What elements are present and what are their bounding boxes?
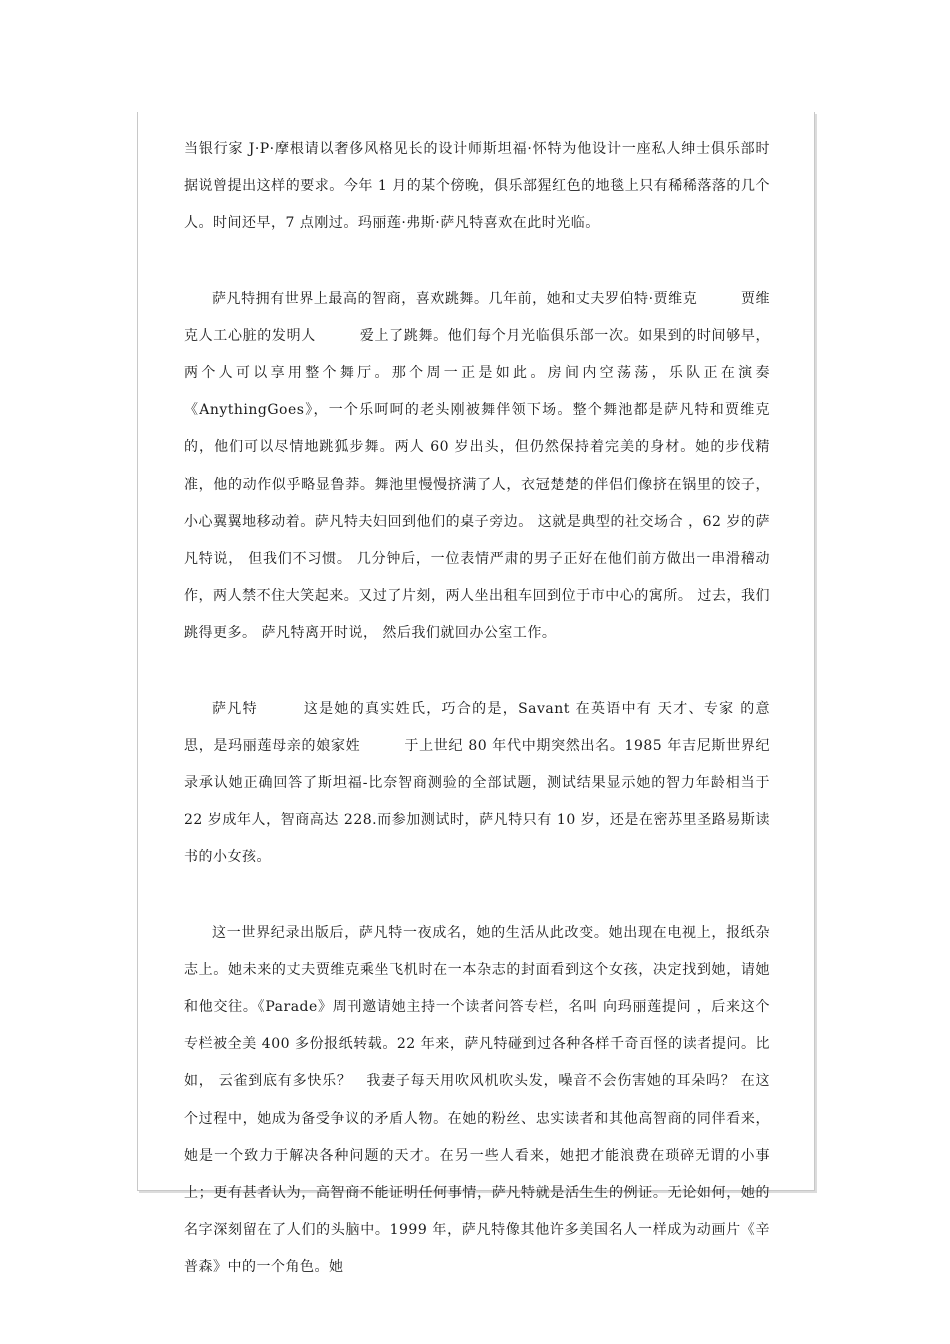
paragraph-2: 萨凡特拥有世界上最高的智商，喜欢跳舞。几年前，她和丈夫罗伯特·贾维克 贾维克人工心脏的发明人 爱上了跳舞。他们每个月光临俱乐部一次。如果到的时间够早，两个人可以享用整个舞厅。那个周一正是如此。房间内空荡荡，乐队正在演奏《AnythingGoes》，一个乐呵呵的老头刚被舞伴领下场。整个舞池都是萨凡特和贾维克的，他们可以尽情地跳狐步舞。两人 60 岁出头，但仍然保持着完美的身材。她的步伐精准，他的动作似乎略显鲁莽。舞池里慢慢挤满了人，衣冠楚楚的伴侣们像挤在锅里的饺子，小心翼翼地移动着。萨凡特夫妇回到他们的桌子旁边。 这就是典型的社交场合 ，62 岁的萨凡特说， 但我们不习惯。 几分钟后，一位表情严肃的男子正好在他们前方做出一串滑稽动作，两人禁不住大笑起来。又过了片刻，两人坐出租车回到位于市中心的寓所。 过去，我们跳得更多。 萨凡特离开时说， 然后我们就回办公室工作。 bbox=[184, 290, 770, 642]
document-body bbox=[184, 131, 770, 1287]
document-page bbox=[137, 112, 815, 1276]
paragraph-1: 当银行家 J·P·摩根请以奢侈风格见长的设计师斯坦福·怀特为他设计一座私人绅士俱乐部时据说曾提出这样的要求。今年 1 月的某个傍晚，俱乐部猩红色的地毯上只有稀稀落落的几个人。时间还早，7 点刚过。玛丽莲·弗斯·萨凡特喜欢在此时光临。 bbox=[184, 141, 770, 232]
paragraph-4: 这一世界纪录出版后，萨凡特一夜成名，她的生活从此改变。她出现在电视上，报纸杂志上。她未来的丈夫贾维克乘坐飞机时在一本杂志的封面看到这个女孩，决定找到她，请她和他交往。《Parade》周刊邀请她主持一个读者问答专栏，名叫 向玛丽莲提问 ，后来这个专栏被全美 400 多份报纸转载。22 年来，萨凡特碰到过各种各样千奇百怪的读者提问。比如， 云雀到底有多快乐？ 我妻子每天用吹风机吹头发，噪音不会伤害她的耳朵吗？ 在这个过程中，她成为备受争议的矛盾人物。在她的粉丝、忠实读者和其他高智商的同伴看来，她是一个致力于解决各种问题的天才。在另一些人看来，她把才能浪费在琐碎无谓的小事上；更有甚者认为，高智商不能证明任何事情，萨凡特就是活生生的例证。无论如何，她的名字深刻留在了人们的头脑中。1999 年，萨凡特像其他许多美国名人一样成为动画片《辛普森》中的一个角色。她 bbox=[184, 924, 770, 1276]
paragraph-3: 萨凡特 这是她的真实姓氏，巧合的是，Savant 在英语中有 天才、专家 的意思，是玛丽莲母亲的娘家姓 于上世纪 80 年代中期突然出名。1985 年吉尼斯世界纪录承认她正确回答了斯坦福-比奈智商测验的全部试题，测试结果显示她的智力年龄相当于 22 岁成年人，智商高达 228.而参加测试时，萨凡特只有 10 岁，还是在密苏里圣路易斯读书的小女孩。 bbox=[184, 700, 770, 866]
